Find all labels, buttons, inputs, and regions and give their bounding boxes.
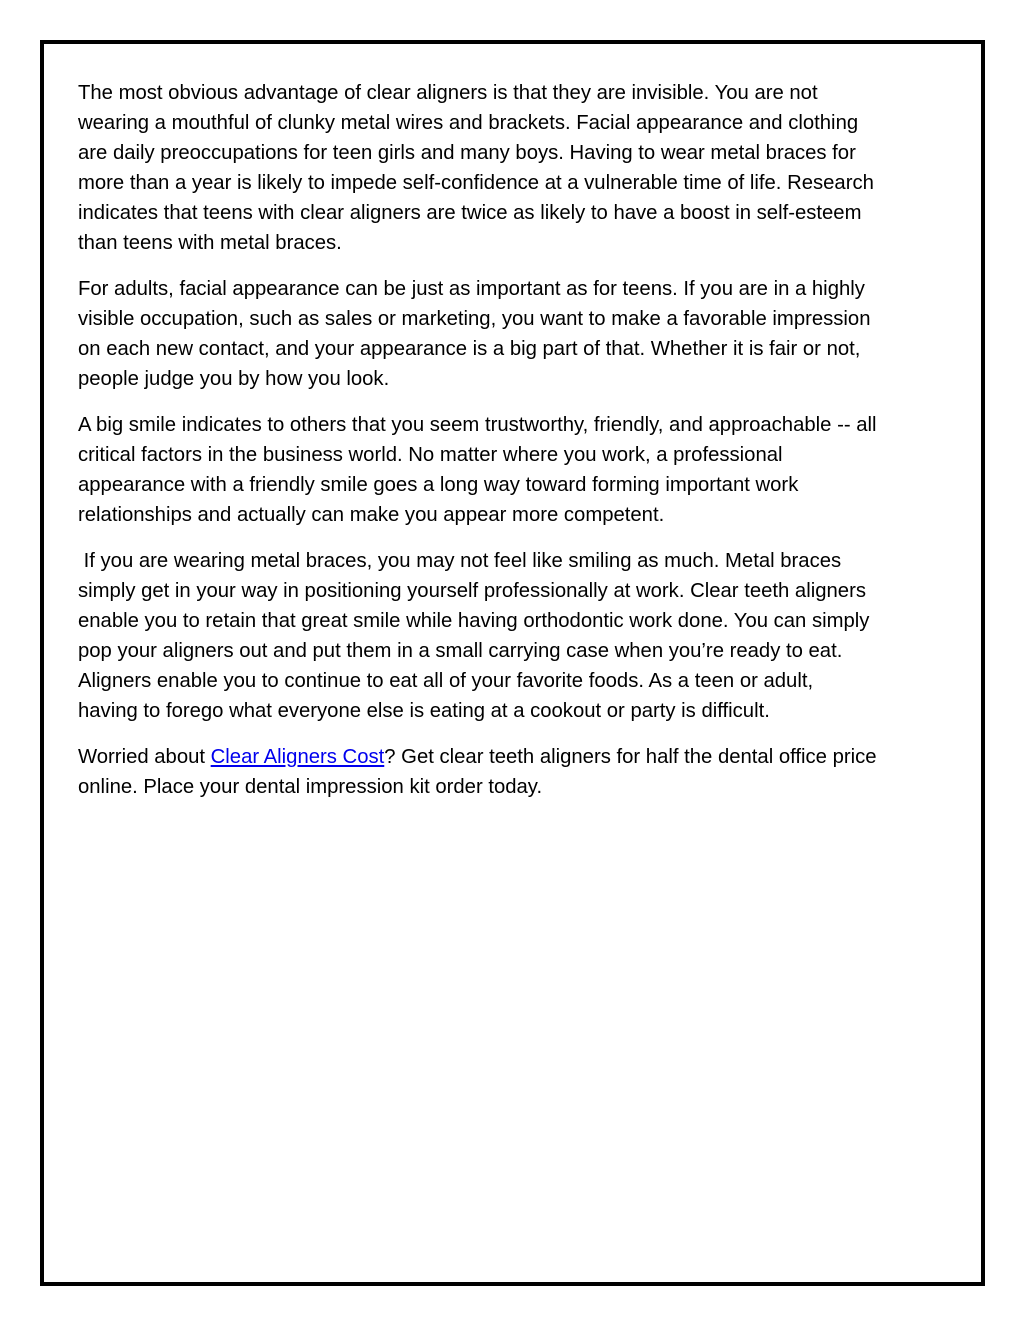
paragraph-big-smile: A big smile indicates to others that you seem trustworthy, friendly, and approachable -- all critical factors in the business world. No matter where you work, a professional appearance with a friendly smile goes a long way toward forming important work relationships and actually can make you appear more competent. [78,414,877,526]
cta-prefix-text: Worried about [78,746,211,768]
document-body [78,78,878,818]
paragraph-adults: For adults, facial appearance can be just as important as for teens. If you are in a highly visible occupation, such as sales or marketing, you want to make a favorable impression on each new contact, and your appearance is a big part of that. Whether it is fair or not, people judge you by how you look. [78,278,871,390]
cta-suffix-text: ? Get clear teeth aligners for half the dental office price online. Place your dental impression kit order today. [78,746,877,798]
clear-aligners-cost-link[interactable]: Clear Aligners Cost [210,746,385,768]
paragraph-invisibility: The most obvious advantage of clear aligners is that they are invisible. You are not wearing a mouthful of clunky metal wires and brackets. Facial appearance and clothing are daily preoccupations for teen girls and many boys. Having to wear metal braces for more than a year is likely to impede self-confidence at a vulnerable time of life. Research indicates that teens with clear aligners are twice as likely to have a boost in self-esteem than teens with metal braces. [78,82,874,254]
paragraph-call-to-action [78,742,878,802]
paragraph-metal-braces: If you are wearing metal braces, you may not feel like smiling as much. Metal braces simply get in your way in positioning yourself professionally at work. Clear teeth aligners enable you to retain that great smile while having orthodontic work done. You can simply pop your aligners out and put them in a small carrying case when you’re ready to eat. Aligners enable you to continue to eat all of your favorite foods. As a teen or adult, having to forego what everyone else is eating at a cookout or party is difficult. [78,550,876,722]
